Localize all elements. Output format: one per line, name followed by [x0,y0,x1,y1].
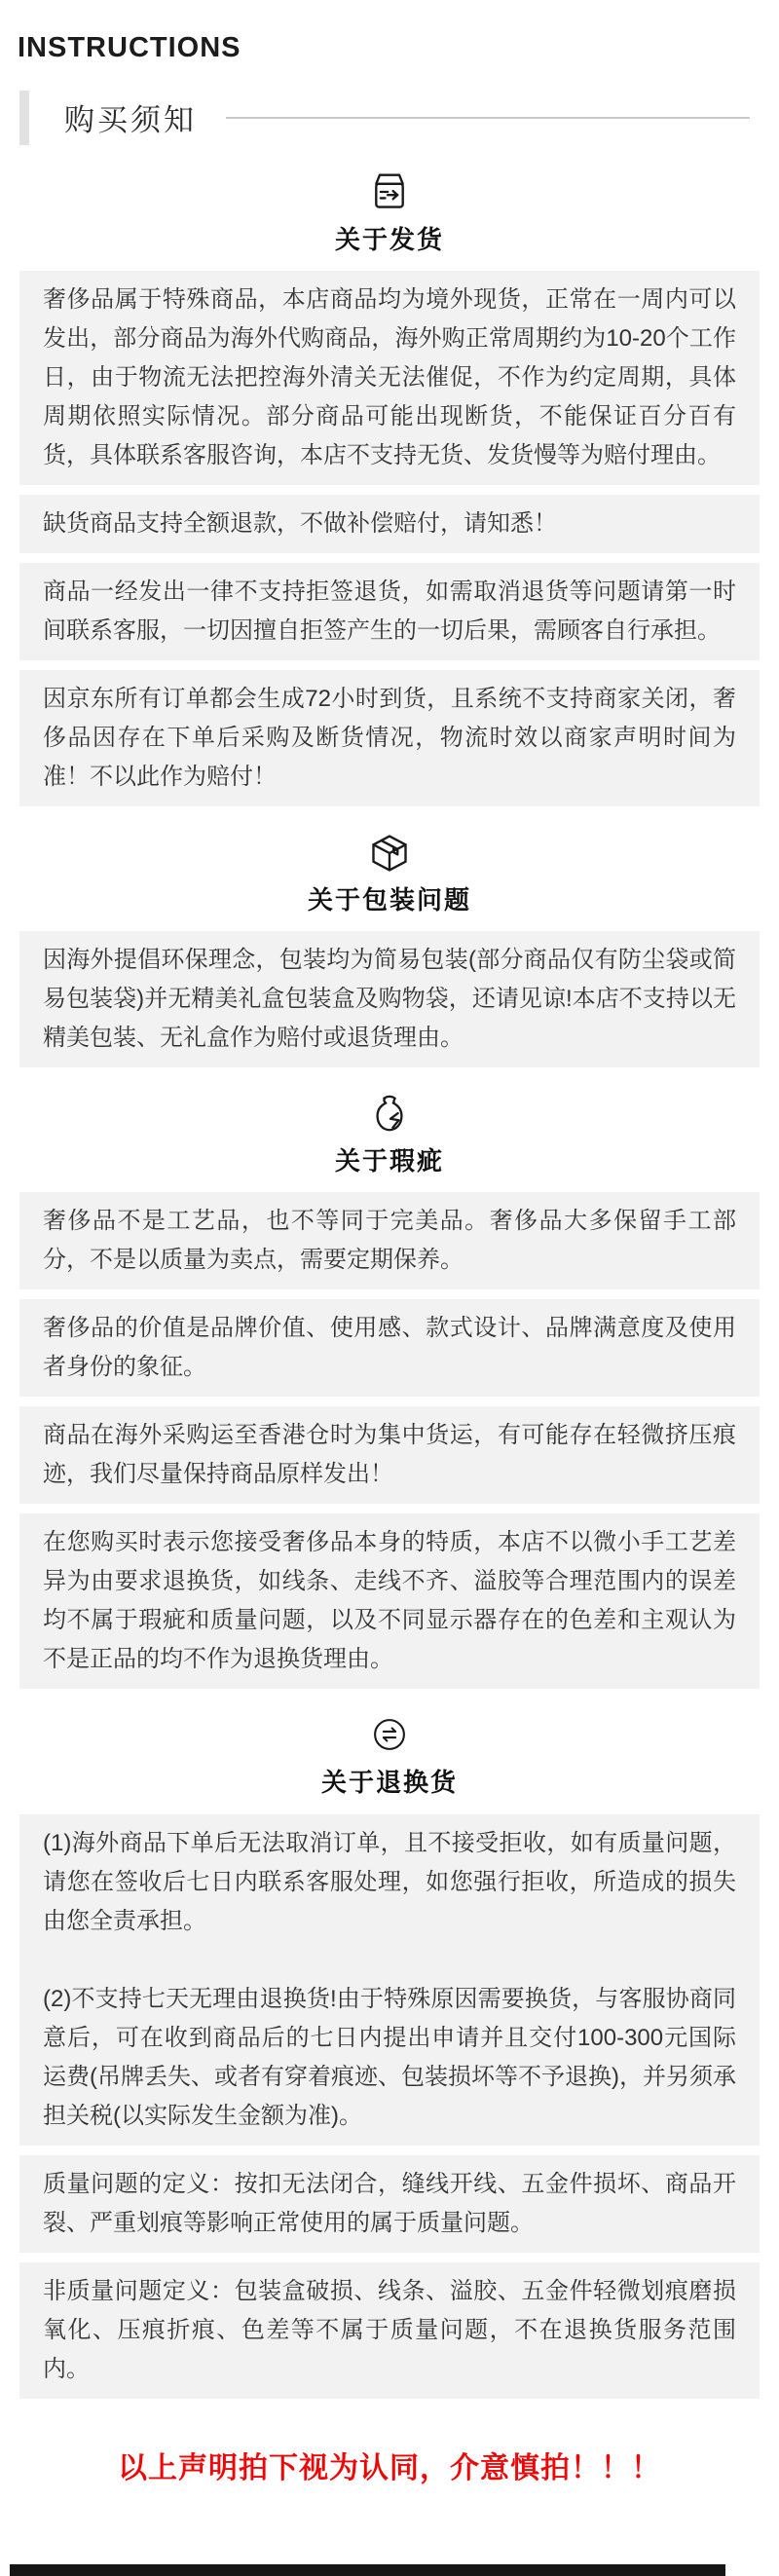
section-packaging [0,832,779,1067]
notice-box [19,2262,760,2399]
notice-box [19,1513,760,1689]
notice-text: (1)海外商品下单后无法取消订单，且不接受拒收，如有质量问题，请您在签收后七日内联系客服处理，如您强行拒收，所造成的损失由您全责承担。 [43,1829,736,1934]
notice-text: 商品在海外采购运至香港仓时为集中货运，有可能存在轻微挤压痕迹，我们尽量保持商品原样发出！ [43,1422,736,1488]
notice-text: 商品一经发出一律不支持拒签退货，如需取消退货等问题请第一时间联系客服，一切因擅自拒签产生的一切后果，需顾客自行承担。 [43,579,736,645]
notice-text: 在您购买时表示您接受奢侈品本身的特质，本店不以微小手工艺差异为由要求退换货，如线条、走线不齐、溢胶等合理范围内的误差均不属于瑕疵和质量问题，以及不同显示器存在的色差和主观认为不是正品的均不作为退换货理由。 [43,1529,736,1673]
notice-box [19,931,760,1067]
package-cube-icon [368,832,411,873]
section-flaws [0,1093,779,1689]
notice-box [19,1406,760,1504]
section-title: 关于瑕疵 [334,1146,444,1176]
notice-box [19,670,760,806]
exchange-arrows-icon [369,1714,410,1755]
notice-box [19,271,760,485]
section-header [0,1714,779,1798]
section-title: 关于包装问题 [307,885,471,915]
section-title: 关于发货 [334,224,444,254]
notice-text: 质量问题的定义：按扣无法闭合，缝线开线、五金件损坏、商品开裂、严重划痕等影响正常使用的属于质量问题。 [43,2170,736,2236]
divider-line [226,117,750,119]
section-header [0,171,779,255]
notice-text: 因京东所有订单都会生成72小时到货，且系统不支持商家关闭，奢侈品因存在下单后采购及断货情况，物流时效以商家声明时间为准！不以此作为赔付！ [43,686,736,791]
section-title: 关于退换货 [320,1768,458,1798]
notice-box [19,2155,760,2253]
vase-flaw-icon [369,1093,410,1134]
section-returns [0,1714,779,2398]
page-subtitle: 购买须知 [64,103,197,138]
next-section-edge [10,2564,725,2576]
shipping-box-icon [368,171,411,212]
section-shipping [0,171,779,806]
notice-text: 奢侈品属于特殊商品，本店商品均为境外现货，正常在一周内可以发出，部分商品为海外代购商品，海外购正常周期约为10-20个工作日，由于物流无法把控海外清关无法催促，不作为约定周期，具体周期依照实际情况。部分商品可能出现断货，不能保证百分百有货，具体联系客服咨询，本店不支持无货、发货慢等为赔付理由。 [43,286,736,469]
subheading-row [0,90,779,146]
notice-text: 奢侈品的价值是品牌价值、使用感、款式设计、品牌满意度及使用者身份的象征。 [43,1315,736,1381]
notice-text: 因海外提倡环保理念，包装均为简易包装(部分商品仅有防尘袋或简易包装袋)并无精美礼盒包装盒及购物袋，还请见谅!本店不支持以无精美包装、无礼盒作为赔付或退货理由。 [43,947,736,1052]
accent-bar [19,91,29,145]
page-title: INSTRUCTIONS [18,32,241,63]
notice-box [19,1299,760,1397]
notice-text: 奢侈品不是工艺品，也不等同于完美品。奢侈品大多保留手工部分，不是以质量为卖点，需要定期保养。 [43,1208,736,1274]
notice-box [19,1814,760,2146]
footer-warning-text: 以上声明拍下视为认同，介意慎拍！！！ [118,2451,661,2484]
notice-box [19,563,760,660]
notice-text: (2)不支持七天无理由退换货!由于特殊原因需要换货，与客服协商同意后，可在收到商品后的七日内提出申请并且交付100-300元国际运费(吊牌丢失、或者有穿着痕迹、包装损坏等不予退换)，并另须承担关税(以实际发生金额为准)。 [43,1985,736,2129]
notice-box [19,495,760,553]
section-header [0,832,779,915]
notice-text: 缺货商品支持全额退款，不做补偿赔付，请知悉！ [43,510,557,538]
notice-text: 非质量问题定义：包装盒破损、线条、溢胶、五金件轻微划痕磨损氧化、压痕折痕、色差等不属于质量问题，不在退换货服务范围内。 [43,2277,736,2382]
notice-box [19,1192,760,1289]
section-header [0,1093,779,1176]
